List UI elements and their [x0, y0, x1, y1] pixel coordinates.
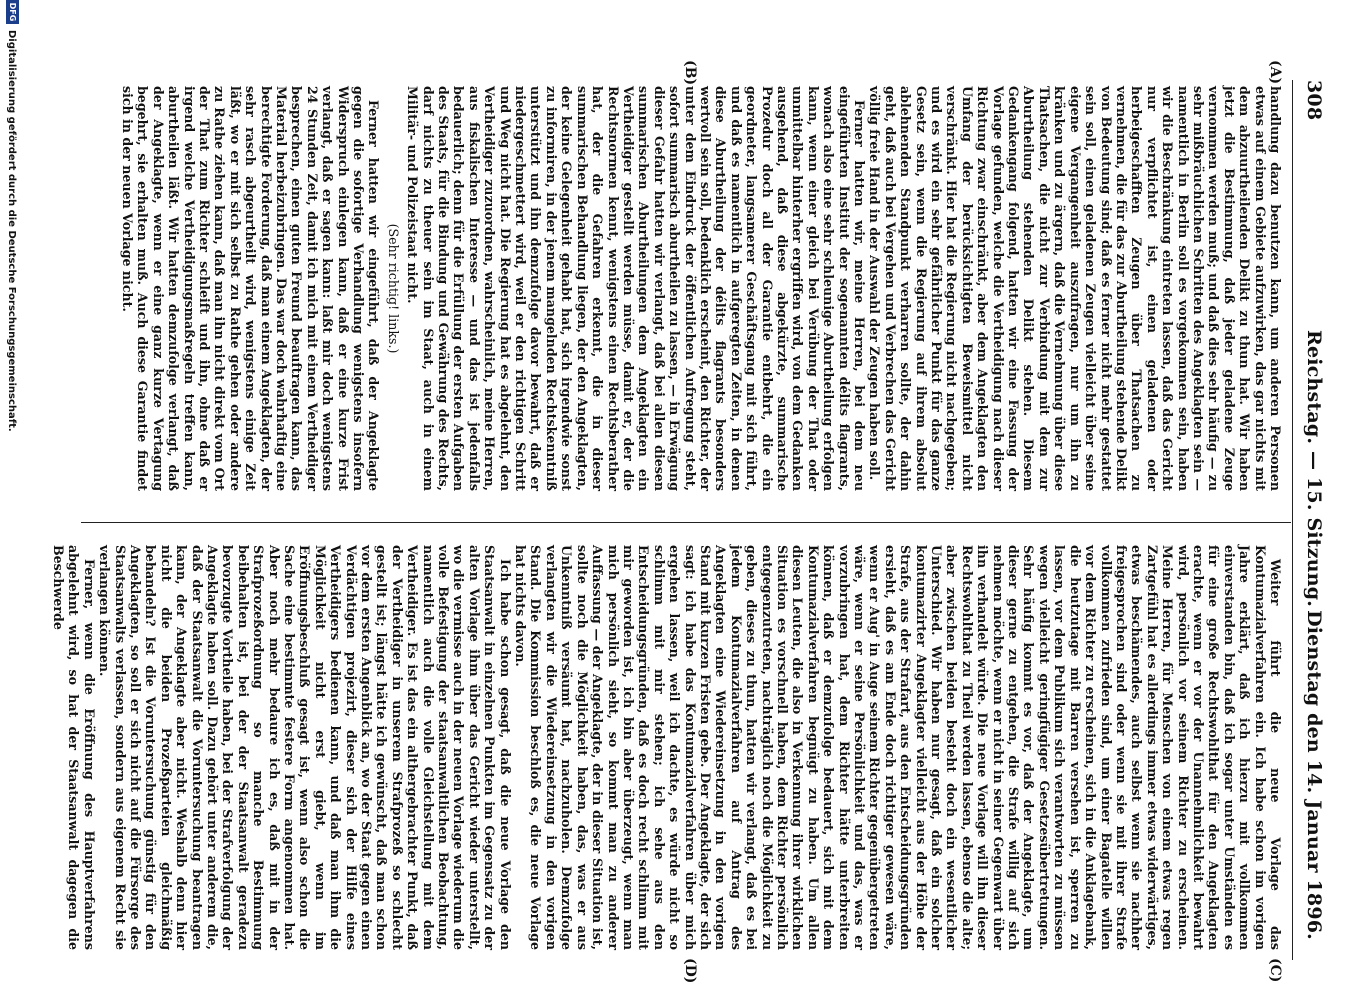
margin-marker-d: (D)	[682, 958, 698, 984]
session-date: Dienstag den 14. Januar 1896.	[1303, 610, 1325, 940]
paragraph: Ich habe schon gesagt, daß die neue Vorlage den Staatsanwalt in einzelnen Punkten im Gegensatz zu der alten Vorlage ihm über das Gericht wieder unterstellt, wo die vermisse auch in der neuen Vorlage wiederum die volle Befestigung der staatsanwaltlichen Beobachtung, namentlich auch die volle Gleichstellung mit dem Vertheidiger. Es ist das ein althergebrachter Punkt, daß der Vertheidiger in unserem Strafprozeß so schlecht gestellt ist; längst hätte ich gewünscht, daß man schon vor dem ersten Angenblick an, wo der Staat gegen einen Verdächtigen projezirt, dieser sich der Hilfe eines Vertheidigers bedienen kann, und daß man ihm die Möglichkeit nicht erst giebt, wenn im Eröffnungsbeschluß gesagt ist, wenn also schon die Sache eine bestimmte festere Form angenommen hat. Aber noch mehr bedaure ich es, daß mit in der Strafprozeßordnung so manche Bestimmung beibehalten ist, bei der der Staatsanwalt geradezu bevorzugte Vortheile haben, bei der Strafverfolgung der Angeklagte haben soll. Dazu gehört unter anderem die, daß der Staatsanwalt die Voruntersuchung beantragen kann, der Angeklagte aber nicht. Weshalb denn hier nicht die beiden Prozeßparteien gleichmäßig behandeln? Ist die Voruntersuchung günstig für den Angeklagten, so soll er sich nicht auf die Fürsorge des Staatsanwalts verlassen, sondern aus eigenem Recht sie verlangen können.	[97, 545, 513, 950]
margin-marker-b: (B)	[682, 60, 698, 86]
page-number: 308	[1303, 80, 1325, 121]
page-header	[1295, 80, 1325, 940]
funding-note: Digitalisierung gefördert durch die Deutsche Forschungsgemeinschaft.	[6, 30, 17, 432]
right-column	[51, 545, 1284, 950]
paragraph: Ferner, wenn die Eröffnung des Hauptverfahrens abgelehnt wird, so hat der Staatsanwalt dagegen die Beschwerde	[50, 545, 97, 950]
header-rule	[1292, 80, 1293, 960]
column-divider	[81, 522, 1291, 523]
paragraph: handlung dazu benutzen kann, um anderen Personen etwas auf einem Gebiete aufzuwirken, das gar nichts mit dem abzuurtheilenden Delikt zu thun hat. Wir haben jetzt die Bestimmung, daß jeder geladene Zeuge vernommen werden muß; und daß dies sehr häufig — zu sehr mißbräuchlichen Schritten des Angeklagten sein — namentlich in Berlin soll es vorgekommen sein, haben wir die Beschränkung eintreten lassen, daß das Gericht nur verpflichtet ist, einen geladenen oder herbeigeschafften Zeugen über Thatsachen zu vernehmen, die für das zur Aburtheilung stehende Delikt von Bedeutung sind; daß es ferner nicht mehr gestattet sein soll, einen geladenen Zeugen vielleicht über seine eigene Vergangenheit auszufragen, nur um ihn zu kränken und zu ärgern, daß die Vernehmung über diese Thatsachen, die nicht zur Verbindung mit dem zur Aburtheilung stehenden Delikt stehen. Diesem Gedankengang folgend, hatten wir eine Fassung der Vorlage gefunden, welche die Vertheidigung nach dieser Richtung zwar einschränkt, aber dem Angeklagten den Umfang der berücksichtigten Beweismittel nicht verschränkt. Hier hat die Regierung nicht nachgegeben; und es wird ein sehr gefährlicher Punkt für das ganze Gesetz sein, wenn die Regierung auf ihrem absolut ablehnenden Standpunkt verharren sollte, der dahin geht, daß auch bei Vergehen und Verbrechen das Gericht völlig freie Hand in der Auswahl der Zeugen haben soll.	[867, 86, 1283, 491]
interjection: (Sehr richtig! links.)	[385, 223, 401, 354]
margin-marker-a: (A)	[1267, 60, 1283, 85]
paragraph: Ferner hatten wir eingeführt, daß der Angeklagte gegen die sofortige Verhandlung wenigstens insofern Widerspruch einlegen kann, daß er eine kurze Frist verlangt, daß er sagen kann: laßt mir doch wenigstens 24 Stunden Zeit, damit ich mich mit einem Vertheidiger besprechen, einen guten Freund beauftragen kann, das Material herbeizubringen. Das war doch wahrhaftig eine berechtigte Forderung, daß man einem Angeklagten, der sehr rasch abgeurtheilt wird, wenigstens einige Zeit läßt, wo er mit sich selbst zu Rathe gehen oder andere zu Rathe ziehen kann, daß man ihn nicht direkt vom Ort der That zum Richter schleift und ihn, ohne daß er irgend welche Vertheidigungsmaßregeln treffen kann, aburtheilen läßt. Wir hatten demzufolge verlangt, daß der Angeklagte, wenn er eine ganz kurze Vertagung begehrt, sie erhalten muß. Auch diese Garantie findet sich in der neuen Vorlage nicht.	[119, 86, 382, 491]
margin-marker-c: (C)	[1267, 958, 1283, 983]
paragraph: Weiter führt die neue Vorlage das Kontumazialverfahren ein. Ich habe schon im vorigen Jahre erklärt, daß ich hierzu mit vollkommen einverstanden bin, daß ich sogar unter Umständen es für eine große Rechtswohlthat für den Angeklagten erachte, wenn er vor der Unannehmlichkeit bewahrt wird, persönlich vor seinem Richter zu erscheinen. Meine Herren, für Menschen von einem etwas regen Zartgefühl hat es allerdings immer etwas widerwärtiges, etwas beschämendes, auch selbst wenn sie nachher freigesprochen sind oder wenn sie mit ihrer Strafe vollkommen zufrieden sind, um einer Bagatelle willen vor dem Richter zu erscheinen, sich in die Anklagebank, die heutzutage mit Barren versehen ist, sperren zu lassen, vor dem Publikum sich verantworten zu müssen wegen vielleicht geringfügiger Gesetzesübertretungen. Sehr häufig kommt es vor, daß der Angeklagte, um dieser gerne zu entgehen, die Strafe willig auf sich nehmen möchte, wenn er nicht in seiner Gegenwart über ihn verhandelt würde. Die neue Vorlage will ihn dieser Rechtswohlthat zu Theil werden lassen, ebenso die alte; aber zwischen beiden besteht doch ein wesentlicher Unterschied. Wir haben nur gesagt, daß ein solcher kontumazirter Angeklagter vielleicht aus der Höhe der Strafe, aus der Strafart, aus den Entscheidungsgründen ersieht, daß es am Ende doch richtiger gewesen wäre, wenn er Aug' in Auge seinem Richter gegenübergetreten wäre, wenn er seine Persönlichkeit und das, was er vorzubringen hat, dem Richter hätte unterbreiten können, daß er demzufolge bedauert, sich mit dem Kontumazialverfahren begnügt zu haben. Um allen diesen Leuten, die also in Verkennung ihrer wirklichen Situation es vorschnell haben, dem Richter persönlich entgegenzutreten, nachträglich noch die Möglichkeit zu geben, dieses zu thun, hatten wir verlangt, daß es bei jedem Kontumazialverfahren auf Antrag des Angeklagten eine Wiedereinsetzung in den vorigen Stand mit kurzen Fristen gebe. Der Angeklagte, der sich sagt: ich habe das Kontumazialverfahren über mich ergehen lassen, weil ich dachte, es würde nicht so schlimm mit mir stehen; ich sehe aus den Entscheidungsgründen, daß es doch recht schlimm mit mir geworden ist, ich bin aber überzeugt, wenn man mich persönlich sieht, so kommt man zu anderer Auffassung — der Angeklagte, der in dieser Situation ist, sollte noch die Möglichkeit haben, das, was er aus Unkenntniß versäumt hat, nachzuholen. Demzufolge verlangten wir die Wiedereinsetzung in den vorigen Stand. Die Kommission beschloß es, die neue Vorlage hat nichts davon.	[513, 545, 1283, 950]
paragraph: Ferner hatten wir, meine Herren, bei dem neu eingeführten Institut der sogenannten délits flagrants, wonach also eine sehr schleunige Aburtheilung erfolgen kann, wenn einer gleich bei Verübung der That oder unmittelbar hinterher ergriffen wird, von dem Gedanken ausgehend, daß diese abgekürzte, summarische Prozedur doch all der Garantie entbehrt, die ein geordneter, langsamerer Geschäftsgang mit sich führt, und daß es namentlich in aufgeregten Zeiten, in denen diese Aburtheilung der délits flagrants besonders wertvoll sein soll, bedenklich erscheint, den Richter, der unter dem Eindruck der öffentlichen Aufregung steht, sofort summarisch aburtheilen zu lassen, — in Erwägung dieser Gefahr hatten wir verlangt, daß bei allen diesen summarischen Aburtheilungen dem Angeklagten ein Vertheidiger gestellt werden müsse, damit er, der die Rechtsnormen kennt, wenigstens einen Rechtsberather hat, der die Gefahren erkennt, die in dieser summarischen Behandlung liegen, der den Angeklagten, der keine Gelegenheit gehabt hat, sich irgendwie sonst zu informiren, in der jenem mangelnden Rechtskenntniß unterstützt und ihn demzufolge davor bewahrt, daß er niedergeschmettert wird, weil er den richtigen Schritt und Weg nicht hat. Die Regierung hat es abgelehnt, den Vertheidiger zuzuordnen, wahrscheinlich, meine Herren, aus fiskalischen Interesse — und das ist jedenfalls bedauerlich; denn für die Erfüllung der ersten Aufgaben des Staats, für die Bindung und Gewährung des Rechts, darf nichts zu theuer sein im Staat, auch in einem Militär- und Polizeistaat nicht.	[405, 86, 868, 491]
dfg-logo: DFG	[6, 0, 19, 24]
left-column	[120, 86, 1283, 491]
session-title: Reichstag. — 15. Sitzung.	[1303, 330, 1325, 608]
